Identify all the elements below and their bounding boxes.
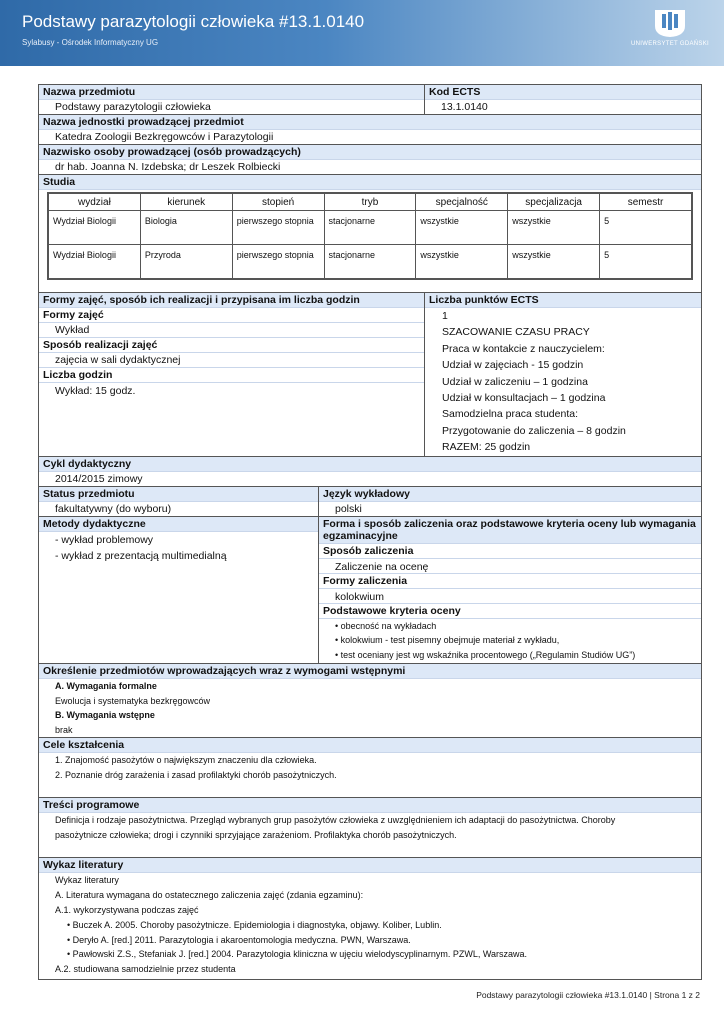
zaliczenie-formy-label: Formy zaliczenia bbox=[319, 573, 701, 589]
university-logo bbox=[628, 8, 712, 52]
cykl-label: Cykl dydaktyczny bbox=[39, 456, 701, 472]
page-footer: Podstawy parazytologii człowieka #13.1.0140 | Strona 1 z 2 bbox=[476, 990, 700, 1000]
page-header bbox=[0, 0, 724, 66]
studia-header-row bbox=[49, 194, 692, 211]
studia-col-header: tryb bbox=[324, 194, 416, 211]
kryteria-label: Podstawowe kryteria oceny bbox=[319, 603, 701, 619]
status-row bbox=[39, 486, 701, 516]
forms-label: Formy zajęć, sposób ich realizacji i przypisana im liczba godzin bbox=[39, 293, 424, 308]
page-subtitle: Sylabusy - Ośrodek Informatyczny UG bbox=[22, 38, 159, 47]
forma-label: Formy zajęć bbox=[39, 308, 424, 323]
course-row bbox=[39, 85, 701, 114]
studia-col-header: specjalność bbox=[416, 194, 508, 211]
godziny-label: Liczba godzin bbox=[39, 367, 424, 383]
cele-list: 1. Znajomość pasożytów o największym znaczeniu dla człowieka. 2. Poznanie dróg zarażenia i zasad profilaktyki chorób pasożytniczych. bbox=[55, 755, 337, 781]
jezyk-value: polski bbox=[335, 502, 362, 515]
course-code-label: Kod ECTS bbox=[425, 85, 701, 100]
wymagania-list bbox=[39, 679, 701, 737]
page-title: Podstawy parazytologii człowieka #13.1.0140 bbox=[22, 12, 365, 31]
status-value: fakultatywny (do wyboru) bbox=[55, 502, 172, 515]
tresci-label: Treści programowe bbox=[39, 797, 701, 813]
studia-table bbox=[47, 192, 693, 280]
ects-label: Liczba punktów ECTS bbox=[425, 293, 701, 308]
unit-value: Katedra Zoologii Bezkręgowców i Parazytologii bbox=[55, 131, 274, 143]
course-code: 13.1.0140 bbox=[441, 101, 488, 113]
teachers-label: Nazwisko osoby prowadzącej (osób prowadzących) bbox=[39, 144, 701, 160]
table-row: Wydział Biologii Biologia pierwszego stopnia stacjonarne wszystkie wszystkie 5 bbox=[49, 211, 692, 245]
forma-value: Wykład bbox=[55, 324, 90, 336]
syllabus-table bbox=[38, 84, 702, 980]
literatura-list: Wykaz literatury A. Literatura wymagana do ostatecznego zaliczenia zajęć (zdania egzaminu): A.1. wykorzystywana podczas zajęć • Buczek A. 2005. Choroby pasożytnicze. Epidemiologia i diagnostyka, objawy. Koliber, Lublin. • Deryło A. [red.] 2011. Parazytologia i akaroentomologia medyczna. PWN, Warszawa. • Pawłowski Z.S., Stefaniak J. [red.] 2004. Parazytologia kliniczna w ujęciu wielodyscyplinarnym. PZWL, Warszawa. A.2. studiowana samodzielnie przez studenta bbox=[55, 875, 527, 975]
course-name-label: Nazwa przedmiotu bbox=[39, 85, 424, 100]
ects-details: 1 SZACOWANIE CZASU PRACY Praca w kontakcie z nauczycielem: Udział w zajęciach - 15 godzin Udział w zaliczeniu – 1 godzina Udział w konsultacjach – 1 godzina Samodzielna praca studenta: Przygotowanie do zaliczenia – 8 godzin RAZEM: 25 godzin bbox=[442, 310, 626, 454]
studia-col-header: wydział bbox=[49, 194, 141, 211]
university-crest-icon bbox=[653, 8, 687, 38]
wymagania-a-label: A. Wymagania formalne bbox=[55, 681, 157, 692]
teachers-value: dr hab. Joanna N. Izdebska; dr Leszek Rolbiecki bbox=[55, 161, 281, 173]
unit-label: Nazwa jednostki prowadzącej przedmiot bbox=[39, 114, 701, 130]
zaliczenie-formy-value: kolokwium bbox=[335, 590, 385, 603]
methods-row bbox=[39, 516, 701, 663]
logo-text: UNIWERSYTET GDAŃSKI bbox=[631, 41, 709, 47]
wymagania-b-label: B. Wymagania wstępne bbox=[55, 710, 155, 721]
godziny-value: Wykład: 15 godz. bbox=[55, 385, 136, 397]
zaliczenie-sposob-value: Zaliczenie na ocenę bbox=[335, 560, 429, 573]
zaliczenie-sposob-label: Sposób zaliczenia bbox=[319, 544, 701, 559]
kryteria-list: • obecność na wykładach • kolokwium - test pisemny obejmuje materiał z wykładu, • test oceniany jest wg wskaźnika procentowego („Regulamin Studiów UG”) bbox=[335, 620, 636, 661]
studia-col-header: semestr bbox=[600, 194, 692, 211]
metody-label: Metody dydaktyczne bbox=[39, 517, 318, 532]
wymagania-label: Określenie przedmiotów wprowadzających wraz z wymogami wstępnymi bbox=[39, 663, 701, 679]
jezyk-label: Język wykładowy bbox=[319, 487, 701, 502]
forms-row bbox=[39, 292, 701, 456]
sposob-label: Sposób realizacji zajęć bbox=[39, 337, 424, 353]
wymagania-b-value: brak bbox=[55, 724, 73, 735]
sposob-value: zajęcia w sali dydaktycznej bbox=[55, 354, 181, 366]
studia-col-header: specjalizacja bbox=[508, 194, 600, 211]
cykl-value: 2014/2015 zimowy bbox=[55, 472, 143, 485]
zaliczenie-label: Forma i sposób zaliczenia oraz podstawowe kryteria oceny lub wymagania egzaminacyjne bbox=[319, 517, 701, 544]
tresci-text: Definicja i rodzaje pasożytnictwa. Przegląd wybranych grup pasożytów człowieka z uwzględnieniem ich adaptacji do pasożytnictwa. Choroby pasożytnicze człowieka; drogi i czynniki sprzyjające zarażeniom. Profilaktyka chorób pasożytniczych. bbox=[55, 815, 616, 841]
studia-label: Studia bbox=[39, 174, 701, 190]
status-label: Status przedmiotu bbox=[39, 487, 318, 502]
wymagania-a-value: Ewolucja i systematyka bezkręgowców bbox=[55, 695, 211, 706]
literatura-label: Wykaz literatury bbox=[39, 857, 701, 873]
cele-label: Cele kształcenia bbox=[39, 737, 701, 753]
course-name: Podstawy parazytologii człowieka bbox=[55, 101, 211, 113]
studia-col-header: stopień bbox=[232, 194, 324, 211]
metody-list: - wykład problemowy - wykład z prezentacją multimedialną bbox=[55, 533, 227, 562]
studia-col-header: kierunek bbox=[140, 194, 232, 211]
table-row: Wydział Biologii Przyroda pierwszego stopnia stacjonarne wszystkie wszystkie 5 bbox=[49, 245, 692, 279]
